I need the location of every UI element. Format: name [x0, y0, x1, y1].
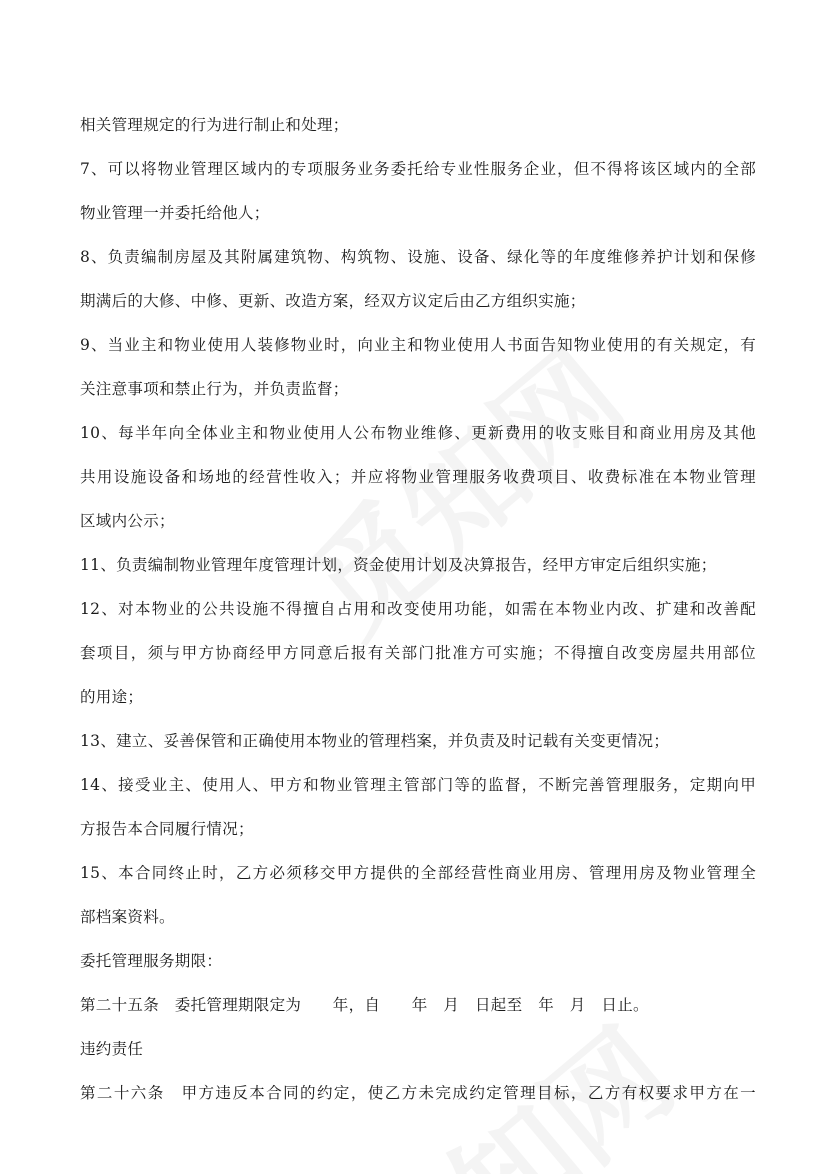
text-line: 15、本合同终止时，乙方必须移交甲方提供的全部经营性商业用房、管理用房及物业管理全	[80, 864, 756, 882]
text-line: 14、接受业主、使用人、甲方和物业管理主管部门等的监督，不断完善管理服务，定期向甲	[80, 776, 756, 794]
text-line: 关注意事项和禁止行为，并负责监督；	[80, 380, 349, 398]
section-heading: 委托管理服务期限：	[80, 952, 223, 970]
text-line: 11、负责编制物业管理年度管理计划，资金使用计划及决算报告，经甲方审定后组织实施；	[80, 556, 717, 574]
text-line: 共用设施设备和场地的经营性收入；并应将物业管理服务收费项目、收费标准在本物业管理	[80, 468, 756, 486]
text-line: 9、当业主和物业使用人装修物业时，向业主和物业使用人书面告知物业使用的有关规定，有	[80, 336, 756, 354]
text-line: 12、对本物业的公共设施不得擅自占用和改变使用功能，如需在本物业内改、扩建和改善配	[80, 600, 756, 618]
text-line: 部档案资料。	[80, 908, 175, 926]
text-line: 10、每半年向全体业主和物业使用人公布物业维修、更新费用的收支账目和商业用房及其他	[80, 424, 756, 442]
text-line: 第二十六条 甲方违反本合同的约定，使乙方未完成约定管理目标，乙方有权要求甲方在一	[80, 1084, 756, 1102]
text-line: 7、可以将物业管理区域内的专项服务业务委托给专业性服务企业，但不得将该区域内的全部	[80, 160, 756, 178]
text-line: 8、负责编制房屋及其附属建筑物、构筑物、设施、设备、绿化等的年度维修养护计划和保修	[80, 248, 756, 266]
document-body	[80, 103, 756, 1115]
text-line: 13、建立、妥善保管和正确使用本物业的管理档案，并负责及时记载有关变更情况；	[80, 732, 670, 750]
text-line: 相关管理规定的行为进行制止和处理；	[80, 116, 349, 134]
text-line: 的用途；	[80, 688, 144, 706]
text-line: 第二十五条 委托管理期限定为 年，自 年 月 日起至 年 月 日止。	[80, 996, 649, 1014]
text-line: 物业管理一并委托给他人；	[80, 204, 270, 222]
text-line: 方报告本合同履行情况；	[80, 820, 254, 838]
text-line: 期满后的大修、中修、更新、改造方案，经双方议定后由乙方组织实施；	[80, 292, 586, 310]
text-line: 套项目，须与甲方协商经甲方同意后报有关部门批准方可实施；不得擅自改变房屋共用部位	[80, 644, 756, 662]
text-line: 区域内公示；	[80, 512, 175, 530]
section-heading: 违约责任	[80, 1040, 144, 1058]
